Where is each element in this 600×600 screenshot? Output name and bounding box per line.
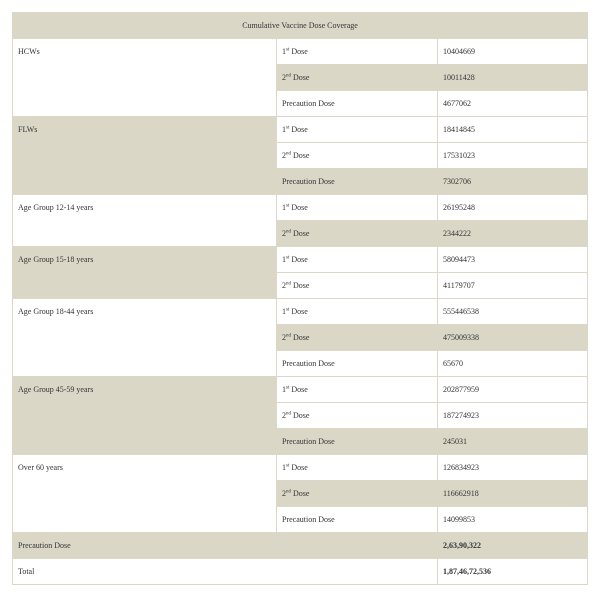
table-row <box>13 377 588 403</box>
vaccine-coverage-table <box>12 12 588 585</box>
table-title: Cumulative Vaccine Dose Coverage <box>13 13 588 39</box>
group-name: Age Group 12-14 years <box>13 195 277 247</box>
dose-value: 2344222 <box>438 221 588 247</box>
dose-value: 41179707 <box>438 273 588 299</box>
dose-label: Precaution Dose <box>277 91 438 117</box>
dose-label: 2nd Dose <box>277 481 438 507</box>
dose-value: 187274923 <box>438 403 588 429</box>
group-name: Age Group 45-59 years <box>13 377 277 455</box>
table-row <box>13 117 588 143</box>
total-value: 1,87,46,72,536 <box>438 559 588 585</box>
table-header-row <box>13 13 588 39</box>
group-name: Over 60 years <box>13 455 277 533</box>
dose-value: 58094473 <box>438 247 588 273</box>
dose-label: Precaution Dose <box>277 351 438 377</box>
group-name: Age Group 15-18 years <box>13 247 277 299</box>
table-row <box>13 195 588 221</box>
table-row <box>13 455 588 481</box>
group-name: FLWs <box>13 117 277 195</box>
group-name: Age Group 18-44 years <box>13 299 277 377</box>
dose-value: 4677062 <box>438 91 588 117</box>
dose-value: 555446538 <box>438 299 588 325</box>
dose-label: Precaution Dose <box>277 507 438 533</box>
dose-value: 116662918 <box>438 481 588 507</box>
total-row <box>13 533 588 559</box>
total-label: Precaution Dose <box>13 533 438 559</box>
dose-value: 65670 <box>438 351 588 377</box>
dose-label: 2nd Dose <box>277 403 438 429</box>
group-name: HCWs <box>13 39 277 117</box>
dose-label: 1st Dose <box>277 117 438 143</box>
dose-value: 26195248 <box>438 195 588 221</box>
total-label: Total <box>13 559 438 585</box>
dose-value: 17531023 <box>438 143 588 169</box>
dose-label: 1st Dose <box>277 39 438 65</box>
dose-label: 2nd Dose <box>277 221 438 247</box>
dose-label: 1st Dose <box>277 299 438 325</box>
table-row <box>13 247 588 273</box>
dose-label: 1st Dose <box>277 455 438 481</box>
dose-value: 202877959 <box>438 377 588 403</box>
dose-label: 2nd Dose <box>277 143 438 169</box>
dose-label: 2nd Dose <box>277 273 438 299</box>
dose-label: 2nd Dose <box>277 325 438 351</box>
dose-value: 7302706 <box>438 169 588 195</box>
dose-value: 10404669 <box>438 39 588 65</box>
dose-value: 475009338 <box>438 325 588 351</box>
total-row <box>13 559 588 585</box>
dose-label: 2nd Dose <box>277 65 438 91</box>
dose-label: Precaution Dose <box>277 429 438 455</box>
total-value: 2,63,90,322 <box>438 533 588 559</box>
table-row <box>13 299 588 325</box>
dose-value: 245031 <box>438 429 588 455</box>
dose-label: Precaution Dose <box>277 169 438 195</box>
dose-value: 18414845 <box>438 117 588 143</box>
dose-value: 126834923 <box>438 455 588 481</box>
dose-value: 10011428 <box>438 65 588 91</box>
dose-value: 14099853 <box>438 507 588 533</box>
table-row <box>13 39 588 65</box>
dose-label: 1st Dose <box>277 247 438 273</box>
dose-label: 1st Dose <box>277 195 438 221</box>
dose-label: 1st Dose <box>277 377 438 403</box>
